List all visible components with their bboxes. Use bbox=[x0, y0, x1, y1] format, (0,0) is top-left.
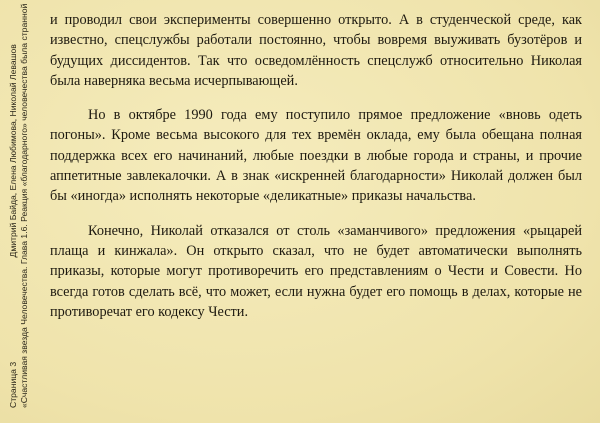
paragraph-3: Конечно, Николай отказался от столь «заманчивого» предложения «рыцарей плаща и кинжала». Он открыто сказал, что не будет автоматически выполнять приказы, которые могут противоречить его представлениям о Чести и Совести. Но всегда готов сделать всё, что может, если нужна будет его помощь в делах, которые не противоречат его кодексу Чести. bbox=[50, 222, 582, 320]
chapter-label: «Счастливая звезда Человечества. Глава 1.6. Реакция «благодарного» человечества была странной bbox=[19, 3, 29, 408]
page-label: Страница 3 bbox=[8, 361, 18, 408]
paragraph-1: и проводил свои эксперименты совершенно открыто. А в студенческой среде, как известно, спецслужбы работали постоянно, чтобы вовремя выуживать бузотёров и будущих диссидентов. Так что осведомлённость спецслужб относительно Николая была наверняка весьма исчерпывающей. bbox=[50, 12, 582, 89]
sidebar-line-2 bbox=[19, 0, 30, 423]
paragraph-2: Но в октябре 1990 года ему поступило прямое предложение «вновь одеть погоны». Кроме весьма высокого для тех времён оклада, ему была обещана полная поддержка всех его начинаний, любые поездки в любые города и страны, и прочие аппетитные завлекалочки. А в знак «искренней благодарности» Николай должен был бы «иногда» исполнять некоторые «деликатные» приказы начальства. bbox=[50, 107, 582, 205]
authors-label: Дмитрий Байда, Елена Любимова, Николай Левашов bbox=[8, 44, 18, 258]
sidebar-rotated-text bbox=[0, 0, 42, 423]
document-body bbox=[50, 10, 582, 336]
sidebar-line-1 bbox=[8, 0, 19, 423]
sidebar-margin bbox=[0, 0, 42, 423]
